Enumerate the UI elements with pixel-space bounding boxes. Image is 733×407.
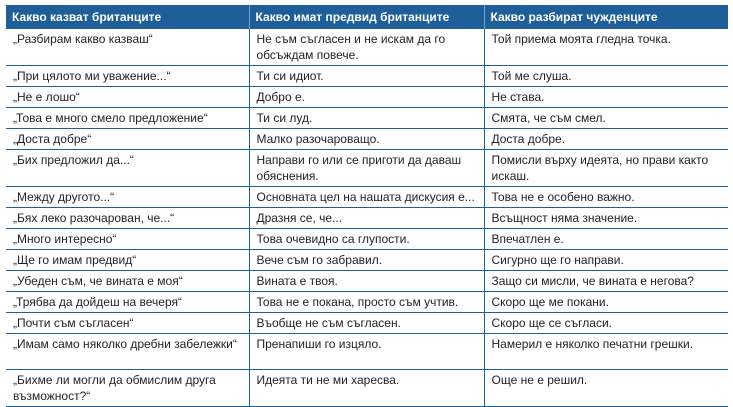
- british-meaning-cell: Идеята ти не ми харесва.: [249, 370, 484, 407]
- british-meaning-cell: Ти си луд.: [249, 108, 484, 129]
- table-row: [6, 108, 728, 129]
- table-row: [6, 313, 728, 334]
- foreigner-understanding-cell: Впечатлен е.: [484, 229, 728, 250]
- british-meaning-cell: Това очевидно са глупости.: [249, 229, 484, 250]
- table-row: [6, 250, 728, 271]
- table-row: [6, 370, 728, 407]
- british-phrase-cell: „Разбирам какво казваш“: [6, 29, 249, 66]
- foreigner-understanding-cell: Помисли върху идеята, но прави както искаш.: [484, 150, 728, 187]
- table-header-row: [6, 5, 728, 29]
- british-meaning-cell: Вината е твоя.: [249, 271, 484, 292]
- british-phrase-cell: „Убеден съм, че вината е моя“: [6, 271, 249, 292]
- british-phrase-cell: „Не е лошо“: [6, 87, 249, 108]
- british-meaning-cell: Вече съм го забравил.: [249, 250, 484, 271]
- british-phrase-cell: „Бих предложил да...“: [6, 150, 249, 187]
- table-row: [6, 187, 728, 208]
- foreigner-understanding-cell: Скоро ще ме покани.: [484, 292, 728, 313]
- british-meaning-cell: Основната цел на нашата дискусия е...: [249, 187, 484, 208]
- foreigner-understanding-cell: Още не е решил.: [484, 370, 728, 407]
- british-phrase-cell: „Доста добре“: [6, 129, 249, 150]
- table-row: [6, 208, 728, 229]
- header-what-british-say: Какво казват британците: [6, 5, 249, 29]
- phrase-comparison-table-container: [6, 5, 728, 407]
- british-meaning-cell: Не съм съгласен и не искам да го обсъждам повече.: [249, 29, 484, 66]
- foreigner-understanding-cell: Намерил е няколко печатни грешки.: [484, 334, 728, 370]
- header-what-british-mean: Какво имат предвид британците: [249, 5, 484, 29]
- foreigner-understanding-cell: Не става.: [484, 87, 728, 108]
- foreigner-understanding-cell: Смята, че съм смел.: [484, 108, 728, 129]
- british-meaning-cell: Дразня се, че...: [249, 208, 484, 229]
- table-row: [6, 29, 728, 66]
- foreigner-understanding-cell: Сигурно ще го направи.: [484, 250, 728, 271]
- british-meaning-cell: Това не е покана, просто съм учтив.: [249, 292, 484, 313]
- table-row: [6, 87, 728, 108]
- table-row: [6, 271, 728, 292]
- foreigner-understanding-cell: Защо си мисли, че вината е негова?: [484, 271, 728, 292]
- table-row: [6, 292, 728, 313]
- table-row: [6, 150, 728, 187]
- british-phrase-cell: „Бях леко разочарован, че...“: [6, 208, 249, 229]
- table-row: [6, 229, 728, 250]
- foreigner-understanding-cell: Той приема моята гледна точка.: [484, 29, 728, 66]
- foreigner-understanding-cell: Той ме слуша.: [484, 66, 728, 87]
- british-phrase-cell: „Имам само няколко дребни забележки“: [6, 334, 249, 370]
- british-phrase-cell: „Почти съм съгласен“: [6, 313, 249, 334]
- british-phrase-cell: „Много интересно“: [6, 229, 249, 250]
- british-phrase-cell: „Трябва да дойдеш на вечеря“: [6, 292, 249, 313]
- british-meaning-cell: Въобще не съм съгласен.: [249, 313, 484, 334]
- british-meaning-cell: Пренапиши го изцяло.: [249, 334, 484, 370]
- british-phrase-cell: „Бихме ли могли да обмислим друга възможност?“: [6, 370, 249, 407]
- table-row: [6, 334, 728, 370]
- table-row: [6, 129, 728, 150]
- british-phrase-cell: „Ще го имам предвид“: [6, 250, 249, 271]
- foreigner-understanding-cell: Скоро ще се съгласи.: [484, 313, 728, 334]
- british-phrase-cell: „При цялото ми уважение...“: [6, 66, 249, 87]
- foreigner-understanding-cell: Доста добре.: [484, 129, 728, 150]
- british-meaning-cell: Направи го или се приготи да даваш обяснения.: [249, 150, 484, 187]
- foreigner-understanding-cell: Това не е особено важно.: [484, 187, 728, 208]
- foreigner-understanding-cell: Всъщност няма значение.: [484, 208, 728, 229]
- table-row: [6, 66, 728, 87]
- phrase-comparison-table: [6, 5, 728, 407]
- british-meaning-cell: Малко разочароващо.: [249, 129, 484, 150]
- header-what-foreigners-understand: Какво разбират чужденците: [484, 5, 728, 29]
- british-phrase-cell: „Между другото...“: [6, 187, 249, 208]
- british-meaning-cell: Добро е.: [249, 87, 484, 108]
- british-phrase-cell: „Това е много смело предложение“: [6, 108, 249, 129]
- british-meaning-cell: Ти си идиот.: [249, 66, 484, 87]
